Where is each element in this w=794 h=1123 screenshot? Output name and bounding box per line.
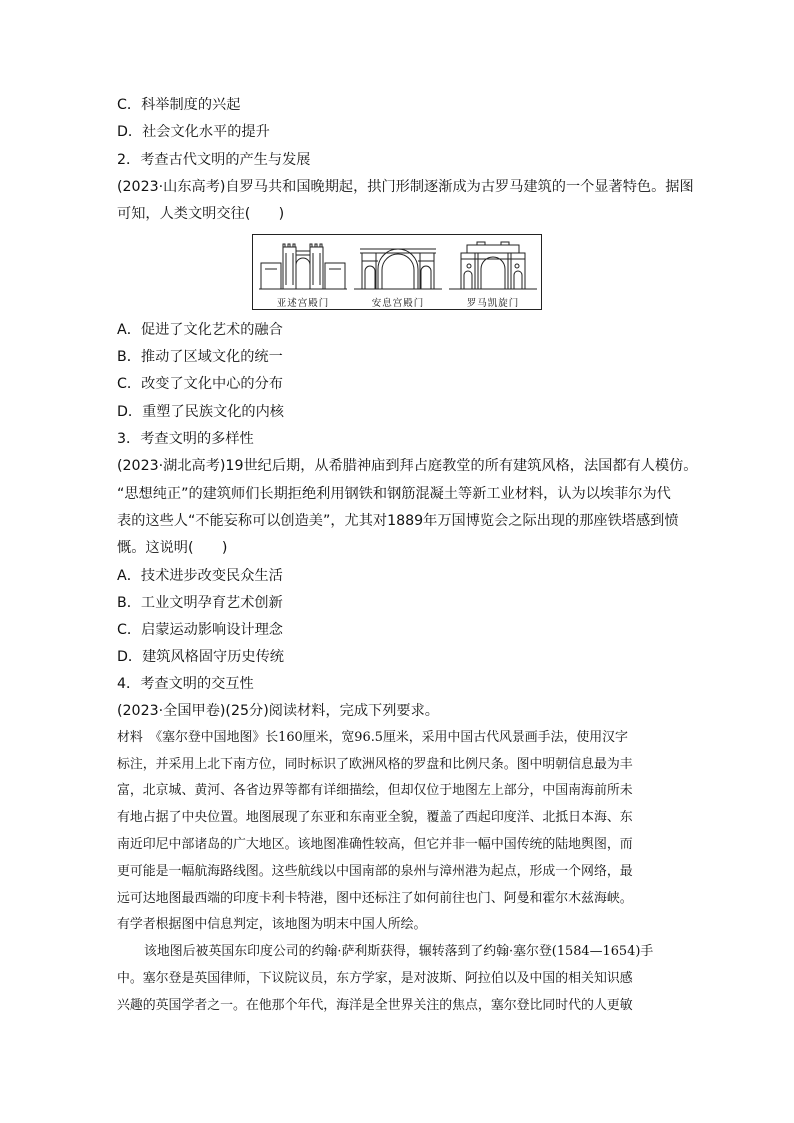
material-line-1: 材料 《塞尔登中国地图》长160厘米，宽96.5厘米，采用中国古代风景画手法，使用汉字 bbox=[117, 730, 628, 745]
material-line-8: 有学者根据图中信息判定，该地图为明末中国人所绘。 bbox=[117, 917, 427, 932]
figure-caption-roman: 罗马凯旋门 bbox=[466, 298, 520, 309]
option-d-q3: D．建筑风格固守历史传统 bbox=[117, 649, 284, 665]
figure-caption-parthian: 安息宫殿门 bbox=[371, 298, 425, 309]
option-c-q1: C．科举制度的兴起 bbox=[117, 97, 241, 113]
option-b-q2: B．推动了区域文化的统一 bbox=[117, 349, 283, 365]
material-line-3: 富，北京城、黄河、各省边界等都有详细描绘，但却仅位于地图左上部分，中国南海前所未 bbox=[117, 783, 633, 798]
question-2-line-1: (2023·山东高考)自罗马共和国晚期起，拱门形制逐渐成为古罗马建筑的一个显著特色。据图 bbox=[117, 179, 694, 195]
option-c-q3: C．启蒙运动影响设计理念 bbox=[117, 622, 283, 638]
option-d-q2: D．重塑了民族文化的内核 bbox=[117, 404, 284, 420]
option-a-q3: A．技术进步改变民众生活 bbox=[117, 568, 283, 584]
figure-caption-assyrian: 亚述宫殿门 bbox=[276, 298, 330, 309]
material-line-10: 中。塞尔登是英国律师，下议院议员，东方学家，是对波斯、阿拉伯以及中国的相关知识感 bbox=[117, 971, 633, 986]
material-line-11: 兴趣的英国学者之一。在他那个年代，海洋是全世界关注的焦点，塞尔登比同时代的人更敏 bbox=[117, 998, 633, 1013]
question-3-line-2: “思想纯正”的建筑师们长期拒绝利用钢铁和钢筋混凝土等新工业材料，认为以埃菲尔为代 bbox=[117, 486, 671, 502]
material-line-9: 该地图后被英国东印度公司的约翰·萨利斯获得，辗转落到了约翰·塞尔登(1584—1654)手 bbox=[144, 944, 654, 959]
material-line-2: 标注，并采用上北下南方位，同时标识了欧洲风格的罗盘和比例尺条。图中明朝信息最为丰 bbox=[117, 757, 633, 772]
question-3-line-3: 表的这些人“不能妄称可以创造美”，尤其对1889年万国博览会之际出现的那座铁塔感到愤 bbox=[117, 513, 679, 529]
material-line-4: 有地占据了中央位置。地图展现了东亚和东南亚全貌，覆盖了西起印度洋、北抵日本海、东 bbox=[117, 810, 633, 825]
question-2-line-2: 可知，人类文明交往( ) bbox=[117, 206, 285, 222]
question-3-line-1: (2023·湖北高考)19世纪后期，从希腊神庙到拜占庭教堂的所有建筑风格，法国都有人模仿。 bbox=[117, 458, 698, 474]
roman-arch-illustration bbox=[447, 239, 539, 291]
question-3-line-4: 慨。这说明( ) bbox=[117, 540, 228, 556]
option-d-q1: D．社会文化水平的提升 bbox=[117, 124, 270, 140]
material-line-6: 更可能是一幅航海路线图。这些航线以中国南部的泉州与漳州港为起点，形成一个网络，最 bbox=[117, 864, 633, 879]
section-heading-4: 4．考查文明的交互性 bbox=[117, 676, 254, 692]
option-a-q2: A．促进了文化艺术的融合 bbox=[117, 322, 283, 338]
section-heading-2: 2．考查古代文明的产生与发展 bbox=[117, 152, 311, 168]
assyrian-gate-illustration bbox=[257, 239, 349, 291]
section-heading-3: 3．考查文明的多样性 bbox=[117, 431, 254, 447]
question-4-intro: (2023·全国甲卷)(25分)阅读材料，完成下列要求。 bbox=[117, 703, 439, 719]
material-line-5: 南近印尼中部诸岛的广大地区。该地图准确性较高，但它并非一幅中国传统的陆地舆图，而 bbox=[117, 837, 633, 852]
arch-gates-figure bbox=[252, 234, 542, 310]
option-b-q3: B．工业文明孕育艺术创新 bbox=[117, 595, 283, 611]
material-line-7: 远可达地图最西端的印度卡利卡特港，图中还标注了如何前往也门、阿曼和霍尔木兹海峡。 bbox=[117, 891, 633, 906]
option-c-q2: C．改变了文化中心的分布 bbox=[117, 376, 283, 392]
parthian-gate-illustration bbox=[352, 239, 444, 291]
